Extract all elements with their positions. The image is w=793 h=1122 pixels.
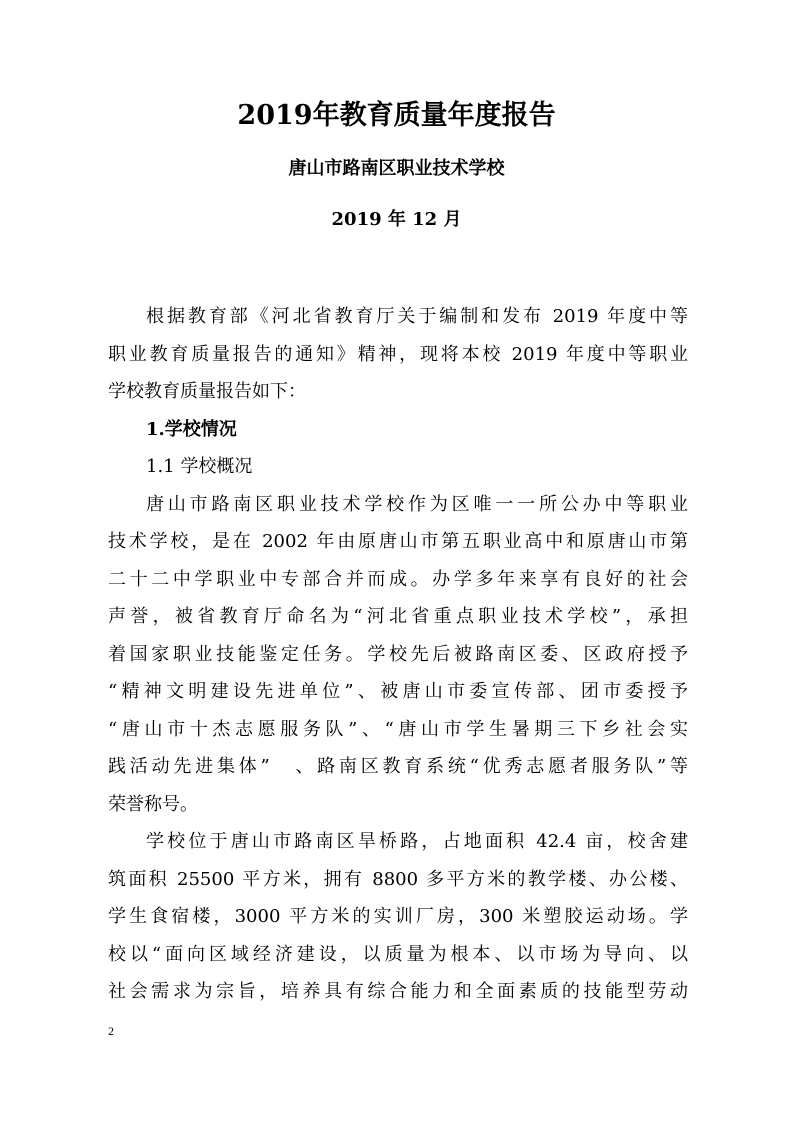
paragraph-line: 学校教育质量报告如下： <box>108 381 306 402</box>
paragraph-line: 根据教育部《河北省教育厅关于编制和发布 2019 年度中等 <box>146 306 688 327</box>
document-body <box>108 298 688 1011</box>
paragraph-line: 践活动先进集体” 、路南区教育系统“优秀志愿者服务队”等 <box>108 756 688 777</box>
section-heading: 1.学校情况 <box>146 418 237 440</box>
paragraph-line: 技术学校，是在 2002 年由原唐山市第五职业高中和原唐山市第 <box>108 531 688 552</box>
paragraph-line: 筑面积 25500 平方米，拥有 8800 多平方米的教学楼、办公楼、 <box>108 868 688 890</box>
paragraph-line: 校以“面向区域经济建设，以质量为根本、以市场为导向、以 <box>108 943 688 965</box>
paragraph-line: 社会需求为宗旨，培养具有综合能力和全面素质的技能型劳动 <box>108 981 688 1002</box>
paragraph-line: 唐山市路南区职业技术学校作为区唯一一所公办中等职业 <box>146 493 688 515</box>
subsection-heading: 1.1 学校概况 <box>146 456 253 477</box>
paragraph-line: “精神文明建设先进单位”、被唐山市委宣传部、团市委授予 <box>108 681 688 702</box>
paragraph-line: 荣誉称号。 <box>108 793 198 815</box>
paragraph-line: “唐山市十杰志愿服务队”、“唐山市学生暑期三下乡社会实 <box>108 718 688 740</box>
paragraph-line: 着国家职业技能鉴定任务。学校先后被路南区委、区政府授予 <box>108 643 688 665</box>
paragraph-line: 学校位于唐山市路南区旱桥路，占地面积 42.4 亩，校舍建 <box>146 831 688 852</box>
paragraph-line: 学生食宿楼，3000 平方米的实训厂房，300 米塑胶运动场。学 <box>108 906 688 927</box>
document-title: 2019年教育质量年度报告 <box>237 100 556 131</box>
school-name: 唐山市路南区职业技术学校 <box>288 158 505 179</box>
report-date: 2019 年 12 月 <box>331 209 462 230</box>
paragraph-line: 二十二中学职业中专部合并而成。办学多年来享有良好的社会 <box>108 568 688 590</box>
paragraph-line: 声誉，被省教育厅命名为“河北省重点职业技术学校”，承担 <box>108 606 688 627</box>
paragraph-line: 职业教育质量报告的通知》精神，现将本校 2019 年度中等职业 <box>108 343 688 365</box>
page-number: 2 <box>108 1024 114 1038</box>
